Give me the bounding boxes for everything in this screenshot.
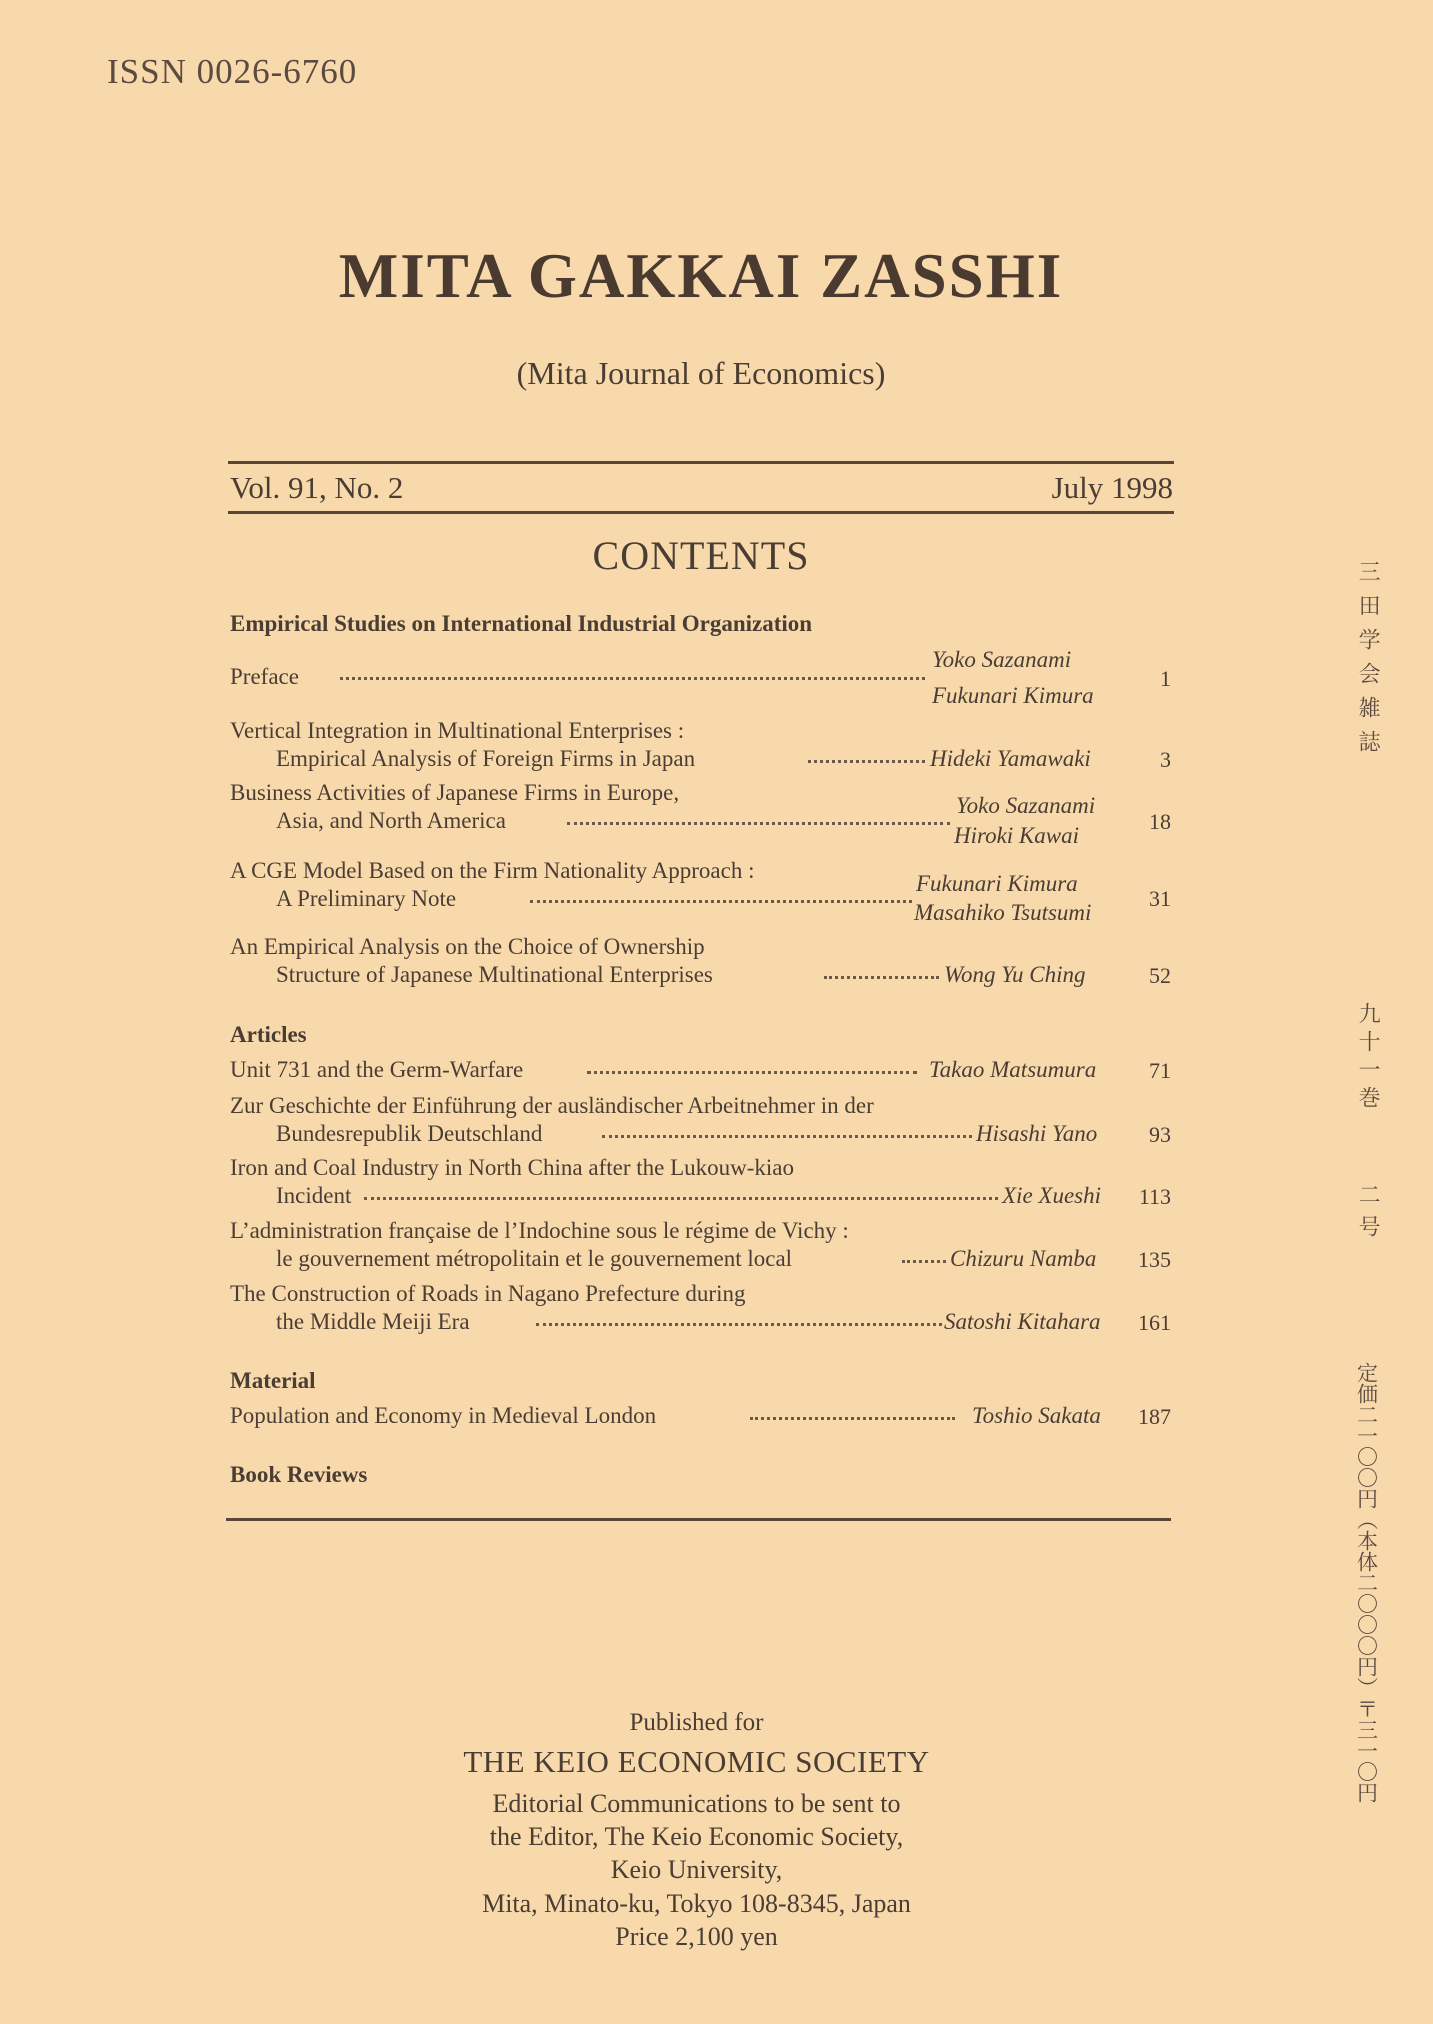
entry-author: Hisashi Yano [976,1121,1098,1146]
leader-dots [536,1323,942,1326]
entry-page: 1 [1160,666,1171,691]
contents-heading: CONTENTS [592,533,810,578]
entry-author: Chizuru Namba [950,1246,1097,1271]
entry-author: Masahiko Tsutsumi [914,900,1092,925]
entry-title-cont: le gouvernement métropolitain et le gouvernement local [276,1246,793,1271]
entry-author: Hiroki Kawai [954,823,1080,848]
bottom-rule [226,1518,1171,1521]
entry-title-cont: the Middle Meiji Era [276,1309,470,1334]
entry-title: A CGE Model Based on the Firm Nationality Approach : [230,858,755,883]
entry-title: An Empirical Analysis on the Choice of Ownership [230,934,705,959]
entry-author: Takao Matsumura [929,1057,1097,1082]
entry-title: The Construction of Roads in Nagano Prefecture during [230,1281,746,1306]
leader-dots [902,1260,946,1263]
entry-title-cont: Asia, and North America [276,808,506,833]
section-heading-book-reviews: Book Reviews [230,1462,368,1487]
entry-page: 161 [1138,1310,1171,1335]
entry-title: Iron and Coal Industry in North China after the Lukouw-kiao [230,1155,795,1180]
section-heading-empirical: Empirical Studies on International Industrial Organization [230,611,813,636]
entry-title-cont: Bundesrepublik Deutschland [276,1121,543,1146]
entry-page: 113 [1138,1184,1171,1209]
entry-author: Wong Yu Ching [944,962,1086,987]
volume-number: Vol. 91, No. 2 [230,470,404,505]
leader-dots [530,900,912,903]
entry-title-cont: Structure of Japanese Multinational Enterprises [276,962,713,987]
entry-author: Fukunari Kimura [916,871,1078,896]
leader-dots [808,760,925,763]
top-rule-upper [228,461,1174,464]
leader-dots [567,822,950,825]
entry-title: Population and Economy in Medieval London [230,1403,657,1428]
publisher-address-line: Keio University, [610,1855,783,1884]
entry-page: 3 [1160,747,1171,772]
leader-dots [364,1197,998,1200]
journal-subtitle: (Mita Journal of Economics) [516,355,886,391]
leader-dots [602,1135,972,1138]
entry-author: Xie Xueshi [1002,1183,1101,1208]
leader-dots [824,976,939,979]
price: Price 2,100 yen [615,1922,778,1951]
entry-title-cont: A Preliminary Note [276,886,457,911]
entry-page: 71 [1149,1058,1171,1083]
entry-page: 31 [1149,886,1171,911]
entry-title: L’administration française de l’Indochine sous le régime de Vichy : [230,1218,849,1243]
leader-dots [340,677,925,680]
entry-title: Zur Geschichte der Einführung der ausländischer Arbeitnehmer in der [230,1093,874,1118]
spine-volume-jp: 九十一巻 [1355,1002,1381,1114]
issue-date: July 1998 [1051,470,1173,505]
section-heading-articles: Articles [230,1022,307,1047]
entry-author: Yoko Sazanami [956,793,1096,818]
entry-author: Yoko Sazanami [932,647,1072,672]
publisher-address-line: Editorial Communications to be sent to [492,1789,901,1818]
leader-dots [750,1417,955,1420]
spine-price-jp: 定価二一〇〇円（本体二〇〇〇円）〒三一〇円 [1354,1362,1379,1803]
publisher-address-line: Mita, Minato-ku, Tokyo 108-8345, Japan [482,1889,911,1918]
entry-title: Vertical Integration in Multinational Enterprises : [230,718,685,743]
published-for: Published for [629,1709,764,1736]
society-name: THE KEIO ECONOMIC SOCIETY [463,1744,930,1779]
section-heading-material: Material [230,1368,316,1393]
spine-title-jp: 三田学会雑誌 [1355,560,1381,764]
entry-page: 52 [1149,963,1171,988]
entry-author: Satoshi Kitahara [944,1309,1101,1334]
entry-title: Unit 731 and the Germ-Warfare [230,1057,524,1082]
entry-page: 93 [1149,1122,1171,1147]
entry-page: 18 [1149,809,1171,834]
entry-title: Business Activities of Japanese Firms in Europe, [230,780,680,805]
journal-title: MITA GAKKAI ZASSHI [338,241,1064,311]
leader-dots [587,1071,917,1074]
publisher-address-line: the Editor, The Keio Economic Society, [489,1822,904,1851]
entry-title-cont: Empirical Analysis of Foreign Firms in Japan [276,746,696,771]
entry-author: Hideki Yamawaki [930,746,1091,771]
issn: ISSN 0026-6760 [107,52,358,91]
entry-title-cont: Incident [276,1183,352,1208]
top-rule-lower [228,511,1174,514]
entry-author: Fukunari Kimura [932,683,1094,708]
entry-page: 187 [1138,1404,1171,1429]
entry-title: Preface [230,664,299,689]
entry-author: Toshio Sakata [972,1403,1101,1428]
spine-issue-jp: 二号 [1355,1183,1381,1247]
entry-page: 135 [1138,1247,1171,1272]
